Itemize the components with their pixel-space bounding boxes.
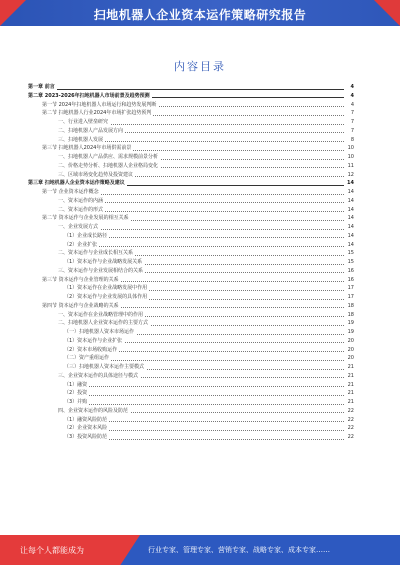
toc-entry[interactable]	[28, 179, 354, 188]
toc-page-number: 14	[347, 197, 354, 204]
toc-page-number: 17	[347, 294, 354, 300]
toc-entry-title: （三）扫地机器人资本运作主要模式	[64, 364, 145, 370]
toc-entry-title: （1）融资风险防范	[64, 416, 108, 423]
toc-entry-title: 二、价格走势分析、扫地机器人企业格局变化	[58, 162, 159, 169]
toc-entry[interactable]	[28, 101, 354, 110]
toc-page-number: 20	[347, 355, 354, 362]
toc-leader-dots	[64, 404, 344, 405]
toc-entry-title: 三、区域市场变化趋势及投资建议	[58, 171, 134, 178]
toc-entry[interactable]	[28, 433, 354, 442]
toc-entry-title: 四、企业资本运作的风险及防范	[58, 407, 129, 414]
toc-heading: 内容目录	[174, 60, 226, 73]
toc-entry[interactable]	[28, 127, 354, 136]
toc-entry-title: 第二章 2023-2026年扫地机器人市场前景及趋势预测	[28, 92, 150, 99]
toc-entry[interactable]	[28, 276, 354, 285]
toc-entry-title: 第一章 前言	[28, 84, 55, 90]
toc-entry-title: 三、资本运作与企业发展相结合的关系	[58, 267, 144, 274]
toc-entry[interactable]	[28, 109, 354, 118]
toc-page-number: 14	[347, 180, 354, 187]
toc-page-number: 18	[347, 311, 354, 318]
toc-entry-title: 第三节 资本运作与企业管理的关系	[42, 276, 119, 283]
toc-entry[interactable]	[28, 284, 354, 293]
toc-entry[interactable]	[28, 267, 354, 276]
toc-entry-title: 三、扫地机器人发展	[58, 136, 104, 143]
toc-page-number: 21	[347, 372, 354, 379]
toc-page-number: 22	[347, 407, 354, 414]
toc-entry[interactable]	[28, 171, 354, 180]
toc-entry-title: 第四节 资本运作与企业战略的关系	[42, 302, 119, 309]
toc-entry-title: 第三章 扫地机器人企业资本运作策略及建议	[28, 180, 125, 187]
toc-page-number: 14	[347, 232, 354, 239]
toc-entry-title: 第一节 企业资本运作概念	[42, 189, 99, 195]
footer-banner	[0, 535, 400, 565]
toc-entry-title: （2）企业扩张	[64, 241, 98, 248]
toc-entry[interactable]	[28, 206, 354, 215]
toc-entry-title: （1）资本运作与企业扩张	[64, 337, 123, 344]
toc-page-number: 16	[347, 276, 354, 283]
toc-page-number: 19	[347, 329, 354, 335]
toc-page-number: 14	[347, 215, 354, 222]
toc-entry[interactable]	[28, 416, 354, 425]
toc-page-number: 15	[347, 250, 354, 257]
toc-entry-title: （2）企业资本风险	[64, 425, 108, 432]
toc-page-number: 8	[350, 136, 354, 143]
toc-page-number: 7	[350, 127, 354, 134]
toc-entry[interactable]	[28, 407, 354, 416]
toc-entry[interactable]	[28, 136, 354, 145]
toc-entry-title: 第二节 资本运作与企业发展的相互关系	[42, 215, 129, 222]
toc-page-number: 22	[347, 434, 354, 440]
toc-page-number: 4	[350, 84, 354, 90]
toc-entry[interactable]	[28, 258, 354, 267]
toc-entry[interactable]	[28, 381, 354, 390]
toc-entry-title: 二、资本运作与企业成长相互关系	[58, 250, 134, 257]
toc-page-number: 22	[347, 416, 354, 423]
toc-entry-title: 二、扫地机器人企业资本运作的主要方式	[58, 320, 149, 327]
toc-entry[interactable]	[28, 372, 354, 381]
toc-entry[interactable]	[28, 214, 354, 223]
toc-entry[interactable]	[28, 241, 354, 250]
toc-leader-dots	[64, 395, 344, 396]
toc-page-number: 14	[347, 241, 354, 248]
toc-page-number: 15	[347, 259, 354, 265]
toc-entry-title: （1）融资	[64, 381, 88, 388]
toc-page-number: 14	[347, 224, 354, 230]
report-header	[0, 0, 400, 26]
toc-entry[interactable]	[28, 188, 354, 197]
toc-page-number: 14	[347, 189, 354, 195]
toc-entry-title: 三、企业资本运作的具体途径与模式	[58, 372, 139, 379]
toc-page-number: 21	[347, 364, 354, 370]
toc-page-number: 21	[347, 381, 354, 388]
toc-entry-title: （3）投资风险防范	[64, 434, 108, 440]
toc-entry[interactable]	[28, 328, 354, 337]
toc-leader-dots	[58, 229, 344, 230]
toc-page-number: 19	[347, 320, 354, 327]
toc-page-number: 17	[347, 285, 354, 292]
toc-entry-title: 二、扫地机器人产品发展方向	[58, 127, 124, 134]
toc-entry[interactable]	[28, 424, 354, 433]
toc-entry[interactable]	[28, 337, 354, 346]
toc-entry-title: （2）资本运作与企业发展的具体作用	[64, 294, 148, 300]
toc-page-number: 22	[347, 425, 354, 432]
toc-entry[interactable]	[28, 363, 354, 372]
toc-page-number: 20	[347, 337, 354, 344]
toc-entry-title: 二、资本运作的形式	[58, 206, 104, 213]
toc-page-number: 21	[347, 399, 354, 405]
toc-entry[interactable]	[28, 92, 354, 101]
toc-entry[interactable]	[28, 162, 354, 171]
toc-entry-title: （3）并购	[64, 399, 88, 405]
toc-entry-title: 第一节 2024年扫地机器人市场运行和趋势发展判断	[42, 101, 157, 108]
toc-entry[interactable]	[28, 249, 354, 258]
toc-entry-title: 一、行业进入壁垒研究	[58, 119, 109, 125]
toc-page-number: 10	[347, 145, 354, 152]
toc-entry-title: （二）资产重组运作	[64, 355, 110, 362]
toc-leader-dots	[64, 246, 344, 247]
toc-page-number: 21	[347, 390, 354, 397]
toc-entry[interactable]	[28, 319, 354, 328]
toc-entry[interactable]	[28, 302, 354, 311]
toc-entry[interactable]	[28, 293, 354, 302]
toc-entry-title: 一、扫地机器人产品供应、需求规模前景分析	[58, 154, 159, 160]
toc-entry-title: 一、资本运作在企业战略管理中的作用	[58, 311, 144, 318]
toc-page-number: 14	[347, 206, 354, 213]
toc-leader-dots	[64, 386, 344, 387]
toc-entry[interactable]	[28, 389, 354, 398]
toc-entry-title: （1）资本运作在企业战略发展中作用	[64, 285, 148, 292]
toc-entry[interactable]	[28, 398, 354, 407]
toc-entry-title: 一、企业发展方式	[58, 224, 99, 230]
toc-entry[interactable]	[28, 197, 354, 206]
toc-page-number: 11	[347, 162, 354, 169]
toc-entry[interactable]	[28, 232, 354, 241]
report-title: 扫地机器人企业资本运作策略研究报告	[93, 8, 307, 22]
toc-page-number: 4	[350, 101, 354, 108]
toc-page-number: 10	[347, 154, 354, 160]
table-of-contents	[28, 83, 354, 442]
toc-page-number: 18	[347, 302, 354, 309]
toc-entry[interactable]	[28, 153, 354, 162]
toc-page-number: 20	[347, 346, 354, 353]
toc-page-number: 12	[347, 171, 354, 178]
toc-leader-dots	[28, 89, 344, 90]
toc-entry[interactable]	[28, 144, 354, 153]
toc-entry-title: （一）扫地机器人资本市场运作	[64, 329, 135, 335]
toc-entry-title: 第二节 扫地机器人行业2024年市场扩张趋势预判	[42, 110, 152, 117]
footer-roles: 行业专家、管理专家、营销专家、战略专家、成本专家……	[148, 546, 330, 554]
toc-entry-title: 第三节 扫地机器人2024年市场供需前景	[42, 145, 132, 152]
toc-entry[interactable]	[28, 118, 354, 127]
toc-entry-title: 一、资本运作的内涵	[58, 197, 104, 204]
toc-entry-title: （2）投资	[64, 390, 88, 397]
toc-entry[interactable]	[28, 83, 354, 92]
toc-entry[interactable]	[28, 346, 354, 355]
toc-entry-title: （1）资本运作与企业战略发展关系	[64, 259, 143, 265]
toc-entry-title: （2）资本市场收购运作	[64, 346, 118, 353]
toc-entry[interactable]	[28, 354, 354, 363]
toc-page-number: 7	[350, 110, 354, 117]
toc-entry-title: （1）企业成长路径	[64, 232, 108, 239]
toc-page-number: 7	[350, 119, 354, 125]
toc-entry[interactable]	[28, 223, 354, 232]
toc-page-number: 16	[347, 267, 354, 274]
toc-entry[interactable]	[28, 311, 354, 320]
toc-page-number: 4	[350, 92, 354, 99]
footer-slogan: 让每个人都能成为	[20, 546, 84, 555]
